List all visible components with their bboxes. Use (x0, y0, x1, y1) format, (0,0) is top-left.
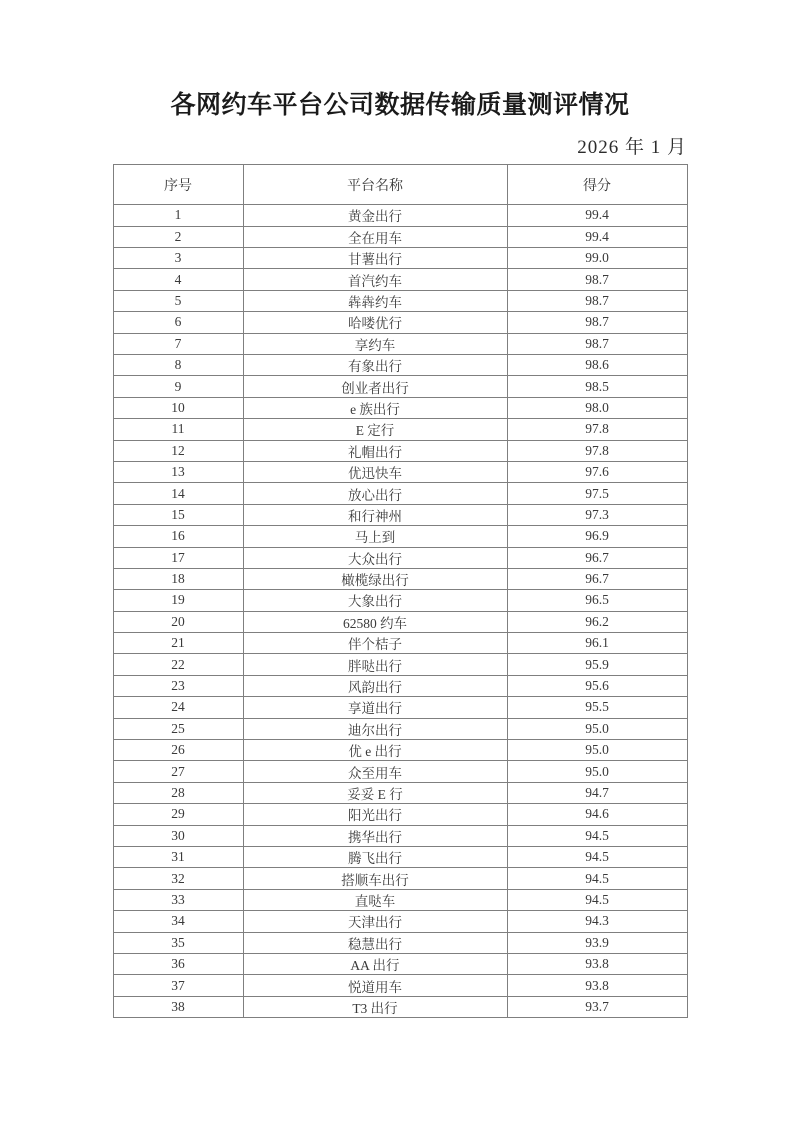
table-row (113, 953, 687, 974)
row-index-cell: 2 (113, 226, 243, 247)
score-value-cell: 99.4 (507, 205, 687, 226)
row-index-cell: 35 (113, 932, 243, 953)
platform-name-cell: 众至用车 (243, 761, 507, 782)
score-value-cell: 97.3 (507, 504, 687, 525)
document-date: 2026 年 1 月 (577, 137, 687, 159)
platform-name-cell: T3 出行 (243, 996, 507, 1017)
row-index-cell: 9 (113, 376, 243, 397)
platform-name-cell: 和行神州 (243, 504, 507, 525)
platform-name-cell: 大众出行 (243, 547, 507, 568)
score-value-cell: 97.5 (507, 483, 687, 504)
score-value-cell: 94.3 (507, 911, 687, 932)
table-row (113, 312, 687, 333)
platform-name-cell: 马上到 (243, 526, 507, 547)
score-value-cell: 99.4 (507, 226, 687, 247)
score-value-cell: 96.2 (507, 611, 687, 632)
score-value-cell: 96.7 (507, 547, 687, 568)
table-row (113, 590, 687, 611)
table-row (113, 761, 687, 782)
row-index-cell: 12 (113, 440, 243, 461)
row-index-cell: 18 (113, 568, 243, 589)
score-value-cell: 97.8 (507, 419, 687, 440)
table-header-row (113, 165, 687, 205)
score-value-cell: 93.9 (507, 932, 687, 953)
row-index-cell: 5 (113, 290, 243, 311)
row-index-cell: 21 (113, 633, 243, 654)
score-value-cell: 95.6 (507, 675, 687, 696)
score-value-cell: 98.7 (507, 312, 687, 333)
platform-name-cell: 优迅快车 (243, 461, 507, 482)
row-index-cell: 31 (113, 846, 243, 867)
table-row (113, 547, 687, 568)
table-row (113, 333, 687, 354)
row-index-cell: 20 (113, 611, 243, 632)
table-row (113, 975, 687, 996)
platform-name-cell: 稳慧出行 (243, 932, 507, 953)
table-row (113, 440, 687, 461)
row-index-cell: 7 (113, 333, 243, 354)
table-row (113, 504, 687, 525)
platform-name-cell: 享约车 (243, 333, 507, 354)
score-value-cell: 95.0 (507, 761, 687, 782)
table-row (113, 740, 687, 761)
row-index-cell: 3 (113, 248, 243, 269)
score-value-cell: 96.9 (507, 526, 687, 547)
platform-name-cell: 大象出行 (243, 590, 507, 611)
score-value-cell: 96.7 (507, 568, 687, 589)
row-index-cell: 26 (113, 740, 243, 761)
row-index-cell: 22 (113, 654, 243, 675)
table-row (113, 804, 687, 825)
score-value-cell: 94.5 (507, 846, 687, 867)
score-value-cell: 93.8 (507, 953, 687, 974)
score-value-cell: 98.7 (507, 290, 687, 311)
row-index-cell: 25 (113, 718, 243, 739)
platform-name-cell: 迪尔出行 (243, 718, 507, 739)
table-row (113, 376, 687, 397)
row-index-cell: 30 (113, 825, 243, 846)
platform-name-cell: 礼帽出行 (243, 440, 507, 461)
row-index-cell: 37 (113, 975, 243, 996)
platform-name-cell: 伴个桔子 (243, 633, 507, 654)
score-value-cell: 96.1 (507, 633, 687, 654)
platform-name-cell: 优 e 出行 (243, 740, 507, 761)
table-row (113, 526, 687, 547)
table-row (113, 248, 687, 269)
table-row (113, 290, 687, 311)
column-header-platform-name: 平台名称 (243, 165, 507, 205)
platform-name-cell: 橄榄绿出行 (243, 568, 507, 589)
score-value-cell: 93.8 (507, 975, 687, 996)
platform-name-cell: 有象出行 (243, 354, 507, 375)
table-row (113, 483, 687, 504)
platform-name-cell: 首汽约车 (243, 269, 507, 290)
row-index-cell: 29 (113, 804, 243, 825)
score-value-cell: 95.9 (507, 654, 687, 675)
score-value-cell: 98.0 (507, 397, 687, 418)
score-value-cell: 95.5 (507, 697, 687, 718)
row-index-cell: 36 (113, 953, 243, 974)
row-index-cell: 13 (113, 461, 243, 482)
platform-name-cell: e 族出行 (243, 397, 507, 418)
table-row (113, 205, 687, 226)
row-index-cell: 23 (113, 675, 243, 696)
platform-name-cell: 搭顺车出行 (243, 868, 507, 889)
platform-name-cell: 甘薯出行 (243, 248, 507, 269)
row-index-cell: 38 (113, 996, 243, 1017)
score-value-cell: 95.0 (507, 740, 687, 761)
platform-name-cell: 妥妥 E 行 (243, 782, 507, 803)
score-value-cell: 99.0 (507, 248, 687, 269)
platform-name-cell: 天津出行 (243, 911, 507, 932)
platform-name-cell: 创业者出行 (243, 376, 507, 397)
platform-name-cell: 62580 约车 (243, 611, 507, 632)
table-row (113, 654, 687, 675)
table-row (113, 354, 687, 375)
document-title: 各网约车平台公司数据传输质量测评情况 (170, 92, 630, 119)
score-value-cell: 96.5 (507, 590, 687, 611)
row-index-cell: 19 (113, 590, 243, 611)
row-index-cell: 10 (113, 397, 243, 418)
column-header-index: 序号 (113, 165, 243, 205)
table-row (113, 226, 687, 247)
platform-name-cell: 哈喽优行 (243, 312, 507, 333)
score-value-cell: 95.0 (507, 718, 687, 739)
score-value-cell: 98.6 (507, 354, 687, 375)
table-row (113, 419, 687, 440)
row-index-cell: 15 (113, 504, 243, 525)
table-row (113, 868, 687, 889)
row-index-cell: 11 (113, 419, 243, 440)
score-table (113, 164, 688, 1018)
row-index-cell: 32 (113, 868, 243, 889)
platform-name-cell: 胖哒出行 (243, 654, 507, 675)
row-index-cell: 16 (113, 526, 243, 547)
platform-name-cell: 携华出行 (243, 825, 507, 846)
score-value-cell: 94.6 (507, 804, 687, 825)
platform-name-cell: AA 出行 (243, 953, 507, 974)
table-row (113, 675, 687, 696)
score-value-cell: 98.5 (507, 376, 687, 397)
table-row (113, 611, 687, 632)
table-row (113, 889, 687, 910)
score-value-cell: 93.7 (507, 996, 687, 1017)
platform-name-cell: 黄金出行 (243, 205, 507, 226)
row-index-cell: 8 (113, 354, 243, 375)
score-value-cell: 97.6 (507, 461, 687, 482)
platform-name-cell: 全在用车 (243, 226, 507, 247)
row-index-cell: 17 (113, 547, 243, 568)
score-value-cell: 98.7 (507, 333, 687, 354)
platform-name-cell: 腾飞出行 (243, 846, 507, 867)
row-index-cell: 24 (113, 697, 243, 718)
table-row (113, 269, 687, 290)
table-row (113, 718, 687, 739)
row-index-cell: 6 (113, 312, 243, 333)
row-index-cell: 14 (113, 483, 243, 504)
row-index-cell: 4 (113, 269, 243, 290)
table-row (113, 911, 687, 932)
score-value-cell: 94.7 (507, 782, 687, 803)
row-index-cell: 28 (113, 782, 243, 803)
table-row (113, 846, 687, 867)
row-index-cell: 34 (113, 911, 243, 932)
table-row (113, 825, 687, 846)
row-index-cell: 1 (113, 205, 243, 226)
table-row (113, 697, 687, 718)
platform-name-cell: 风韵出行 (243, 675, 507, 696)
row-index-cell: 27 (113, 761, 243, 782)
table-row (113, 996, 687, 1017)
platform-name-cell: 享道出行 (243, 697, 507, 718)
table-row (113, 932, 687, 953)
platform-name-cell: E 定行 (243, 419, 507, 440)
score-value-cell: 94.5 (507, 889, 687, 910)
column-header-score: 得分 (507, 165, 687, 205)
platform-name-cell: 犇犇约车 (243, 290, 507, 311)
score-value-cell: 94.5 (507, 868, 687, 889)
table-row (113, 633, 687, 654)
table-row (113, 397, 687, 418)
table-row (113, 782, 687, 803)
platform-name-cell: 悦道用车 (243, 975, 507, 996)
platform-name-cell: 阳光出行 (243, 804, 507, 825)
score-value-cell: 97.8 (507, 440, 687, 461)
table-row (113, 461, 687, 482)
table-row (113, 568, 687, 589)
platform-name-cell: 放心出行 (243, 483, 507, 504)
score-value-cell: 94.5 (507, 825, 687, 846)
row-index-cell: 33 (113, 889, 243, 910)
platform-name-cell: 直哒车 (243, 889, 507, 910)
score-value-cell: 98.7 (507, 269, 687, 290)
